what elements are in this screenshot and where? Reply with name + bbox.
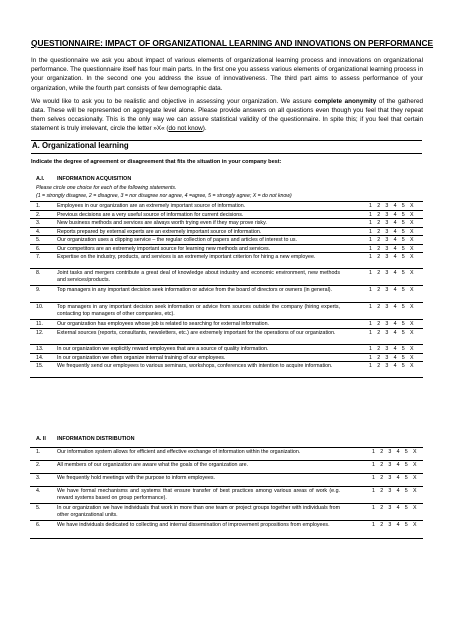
rating-option-1[interactable]: 1 (372, 449, 376, 455)
rating-option-x[interactable]: X (409, 321, 415, 327)
rating-option-2[interactable]: 2 (380, 475, 384, 481)
rating-option-3[interactable]: 3 (385, 363, 389, 369)
rating-option-2[interactable]: 2 (377, 355, 381, 361)
rating-option-x[interactable]: X (409, 220, 415, 226)
rating-option-4[interactable]: 4 (393, 203, 398, 209)
row-divider (30, 447, 423, 448)
rating-option-5[interactable]: 5 (401, 212, 406, 218)
row-divider (30, 285, 423, 286)
rating-option-3[interactable]: 3 (385, 355, 389, 361)
row-divider (30, 520, 423, 521)
rating-scale (372, 522, 421, 528)
rating-option-4[interactable]: 4 (393, 254, 398, 260)
rating-option-5[interactable]: 5 (401, 346, 406, 352)
rating-option-1[interactable]: 1 (372, 475, 376, 481)
rating-option-3[interactable]: 3 (385, 304, 389, 310)
rating-option-1[interactable]: 1 (369, 330, 373, 336)
table-bottom-line (30, 538, 423, 539)
rating-option-5[interactable]: 5 (401, 254, 406, 260)
item-statement: In our organization we often organize internal training of our employees. (57, 355, 226, 361)
rating-option-5[interactable]: 5 (401, 355, 406, 361)
rating-option-5[interactable]: 5 (404, 505, 409, 511)
rating-option-1[interactable]: 1 (369, 203, 373, 209)
rating-option-4[interactable]: 4 (396, 488, 401, 494)
rating-option-5[interactable]: 5 (404, 488, 409, 494)
rating-option-4[interactable]: 4 (393, 220, 398, 226)
rating-option-4[interactable]: 4 (393, 330, 398, 336)
row-divider (30, 210, 423, 211)
intro-paragraph-2 (31, 97, 423, 134)
rating-option-1[interactable]: 1 (369, 220, 373, 226)
rating-option-x[interactable]: X (409, 287, 415, 293)
rating-scale (369, 270, 418, 276)
item-number: 11. (36, 321, 43, 327)
rating-option-5[interactable]: 5 (404, 462, 409, 468)
row-divider (30, 235, 423, 236)
rating-option-3[interactable]: 3 (388, 488, 392, 494)
rating-option-1[interactable]: 1 (369, 212, 373, 218)
rating-scale (369, 346, 418, 352)
rating-scale (372, 462, 421, 468)
item-number: 6. (36, 246, 41, 252)
item-number: 5. (36, 237, 41, 243)
rating-option-x[interactable]: X (409, 346, 415, 352)
rating-option-4[interactable]: 4 (396, 522, 401, 528)
rating-option-1[interactable]: 1 (372, 488, 376, 494)
rating-option-4[interactable]: 4 (393, 346, 398, 352)
item-number: 13. (36, 346, 44, 352)
subsection-title-2: INFORMATION DISTRIBUTION (57, 436, 135, 442)
item-number: 10. (36, 304, 44, 310)
row-divider (30, 227, 423, 228)
rating-option-3[interactable]: 3 (385, 287, 389, 293)
rating-option-4[interactable]: 4 (393, 355, 398, 361)
item-statement: We frequently hold meetings with the purpose to inform employees. (57, 475, 216, 481)
item-statement: In our organization we explicitly reward employees that are a source of quality information. (57, 346, 269, 352)
subsection-code-1: A.I. (36, 176, 45, 182)
rating-option-3[interactable]: 3 (388, 475, 392, 481)
rating-option-x[interactable]: X (409, 212, 415, 218)
item-statement: All members of our organization are aware what the goals of the organization are. (57, 462, 249, 468)
rating-option-2[interactable]: 2 (377, 346, 381, 352)
rating-option-4[interactable]: 4 (393, 287, 398, 293)
intro-p2-part-a: We would like to ask you to be realistic and objective in assessing your organization. We assure (31, 97, 315, 105)
rating-option-x[interactable]: X (412, 449, 418, 455)
rating-option-5[interactable]: 5 (401, 321, 406, 327)
intro-p2-part-c: ). (202, 125, 207, 133)
rating-scale (369, 220, 418, 226)
rating-option-4[interactable]: 4 (393, 246, 398, 252)
rating-option-3[interactable]: 3 (385, 246, 389, 252)
rating-scale (369, 203, 418, 209)
intro-paragraph-1: In the questionnaire we ask you about impact of various elements of organizational learning process and innovations on organizational performance. The questionnaire itself has four main parts. In the first one you assess various elements of organizational learning process in your organization. In the second one you address the issue of innovativeness. The third part aims to assess performance of your organization, while the fourth part consists of few demographic data. (31, 57, 423, 92)
rating-option-3[interactable]: 3 (385, 346, 389, 352)
rating-scale (369, 363, 418, 369)
rating-option-1[interactable]: 1 (369, 321, 373, 327)
rating-option-1[interactable]: 1 (372, 505, 376, 511)
row-divider (30, 503, 423, 504)
rating-option-5[interactable]: 5 (401, 220, 406, 226)
item-number: 1. (36, 449, 41, 455)
rating-option-x[interactable]: X (412, 505, 418, 511)
rating-option-x[interactable]: X (409, 270, 415, 276)
rating-option-5[interactable]: 5 (401, 363, 406, 369)
item-statement: Top managers in any important decision seek information or advice from the board of directors or owners (in general). (57, 287, 332, 293)
rating-option-1[interactable]: 1 (369, 254, 373, 260)
rating-option-x[interactable]: X (409, 246, 415, 252)
item-number: 4. (36, 229, 41, 235)
item-number: 14. (36, 355, 44, 361)
rating-option-5[interactable]: 5 (401, 270, 406, 276)
rating-option-5[interactable]: 5 (401, 330, 406, 336)
row-divider (30, 473, 423, 474)
item-number: 12. (36, 330, 44, 336)
rating-option-5[interactable]: 5 (404, 522, 409, 528)
rating-option-3[interactable]: 3 (385, 254, 389, 260)
rating-option-5[interactable]: 5 (404, 449, 409, 455)
item-statement: External sources (reports, consultants, newsletters, etc.) are extremely important for the operations of our organization. (57, 330, 336, 336)
item-statement: Reports prepared by external experts are an extremely important source of information. (57, 229, 262, 235)
row-divider (30, 328, 423, 329)
rating-option-4[interactable]: 4 (393, 363, 398, 369)
rating-option-3[interactable]: 3 (385, 237, 389, 243)
rating-option-1[interactable]: 1 (369, 237, 373, 243)
rating-option-2[interactable]: 2 (380, 449, 384, 455)
row-divider (30, 268, 423, 269)
rating-option-5[interactable]: 5 (401, 229, 406, 235)
intro-p2-bold: complete anonymity (314, 97, 377, 105)
rating-scale (372, 505, 421, 511)
rating-option-2[interactable]: 2 (380, 522, 384, 528)
rating-option-3[interactable]: 3 (385, 212, 389, 218)
rating-option-1[interactable]: 1 (369, 346, 373, 352)
rating-option-1[interactable]: 1 (369, 229, 373, 235)
rating-option-3[interactable]: 3 (388, 505, 392, 511)
rating-option-5[interactable]: 5 (401, 203, 406, 209)
row-divider (30, 361, 423, 362)
row-divider (30, 218, 423, 219)
rating-option-2[interactable]: 2 (380, 505, 384, 511)
item-number: 4. (36, 488, 41, 494)
item-statement: We have formal mechanisms and systems that ensure transfer of best practices among various areas of work (e.g. reward systems based on group performance). (57, 488, 340, 501)
row-divider (30, 486, 423, 487)
rating-option-4[interactable]: 4 (396, 505, 401, 511)
rating-option-x[interactable]: X (409, 355, 415, 361)
rating-option-1[interactable]: 1 (369, 270, 373, 276)
rating-option-4[interactable]: 4 (393, 229, 398, 235)
subsection-code-2: A. II (36, 436, 46, 442)
rating-option-x[interactable]: X (409, 237, 415, 243)
rating-scale (372, 449, 421, 455)
rating-scale (372, 488, 421, 494)
rating-option-4[interactable]: 4 (393, 270, 398, 276)
rating-option-x[interactable]: X (412, 488, 418, 494)
item-number: 3. (36, 475, 41, 481)
rating-option-2[interactable]: 2 (377, 220, 381, 226)
rating-option-1[interactable]: 1 (369, 363, 373, 369)
rating-option-4[interactable]: 4 (393, 212, 398, 218)
rating-option-1[interactable]: 1 (372, 462, 376, 468)
rating-option-3[interactable]: 3 (385, 321, 389, 327)
item-number: 2. (36, 212, 41, 218)
rating-option-2[interactable]: 2 (377, 229, 381, 235)
item-statement: Previous decisions are a very useful source of information for current decisions. (57, 212, 244, 218)
rating-option-4[interactable]: 4 (393, 237, 398, 243)
row-divider (30, 244, 423, 245)
rating-scale (369, 321, 418, 327)
item-number: 15. (36, 363, 44, 369)
rating-option-3[interactable]: 3 (388, 462, 392, 468)
rating-scale (372, 475, 421, 481)
intro-p2-part-b: of the gathered data. These will be represented on aggregate level alone. Please provide answers on all questions even though you feel that they repeat them selves occasionally. This is the only way we can assure statistical validity of the questionnaire. In spite this; if you feel that certain statement is truly irrelevant, circle the letter »X« ( (31, 97, 424, 133)
section-title-a: A. Organizational learning (32, 141, 129, 150)
item-statement: New business methods and services are always worth trying even if they may prove risky. (57, 220, 267, 226)
rating-option-4[interactable]: 4 (396, 475, 401, 481)
rating-option-2[interactable]: 2 (377, 212, 381, 218)
rating-option-1[interactable]: 1 (369, 304, 373, 310)
rating-option-2[interactable]: 2 (380, 488, 384, 494)
row-divider (30, 319, 423, 320)
rating-scale (369, 304, 418, 310)
rating-option-2[interactable]: 2 (377, 254, 381, 260)
rating-option-2[interactable]: 2 (377, 203, 381, 209)
item-statement: We have individuals dedicated to collecting and internal dissemination of improvement propositions from employees. (57, 522, 330, 528)
item-statement: Our organization has employees whose job is related to searching for external information. (57, 321, 269, 327)
row-divider (30, 353, 423, 354)
row-divider (30, 302, 423, 303)
rating-option-3[interactable]: 3 (388, 522, 392, 528)
rating-option-1[interactable]: 1 (372, 522, 376, 528)
row-divider (30, 201, 423, 202)
rating-option-4[interactable]: 4 (393, 321, 398, 327)
rating-option-3[interactable]: 3 (385, 220, 389, 226)
rating-scale (369, 237, 418, 243)
rating-option-4[interactable]: 4 (396, 462, 401, 468)
table-bottom-line (30, 377, 423, 378)
rating-option-2[interactable]: 2 (377, 363, 381, 369)
item-number: 3. (36, 220, 41, 226)
rating-option-2[interactable]: 2 (377, 321, 381, 327)
rating-option-x[interactable]: X (409, 254, 415, 260)
rating-option-2[interactable]: 2 (377, 330, 381, 336)
rating-option-5[interactable]: 5 (401, 304, 406, 310)
row-divider (30, 460, 423, 461)
item-number: 7. (36, 254, 41, 260)
page-title: QUESTIONNAIRE: IMPACT OF ORGANIZATIONAL LEARNING AND INNOVATIONS ON PERFORMANCE (31, 38, 434, 48)
rating-option-5[interactable]: 5 (404, 475, 409, 481)
item-statement: Our organization uses a clipping service – the regular collection of papers and articles of interest to us. (57, 237, 297, 243)
rating-option-x[interactable]: X (412, 522, 418, 528)
rating-scale (369, 287, 418, 293)
item-number: 8. (36, 270, 41, 276)
item-number: 9. (36, 287, 41, 293)
rating-option-2[interactable]: 2 (380, 462, 384, 468)
rating-option-1[interactable]: 1 (369, 287, 373, 293)
row-divider (30, 344, 423, 345)
subsection-title-1: INFORMATION ACQUISITION (57, 176, 132, 182)
intro-p2-underlined: do not know (168, 125, 203, 133)
rating-option-3[interactable]: 3 (388, 449, 392, 455)
rating-option-3[interactable]: 3 (385, 330, 389, 336)
rating-option-5[interactable]: 5 (401, 237, 406, 243)
instruction-text: Indicate the degree of agreement or disagreement that fits the situation in your company best: (31, 159, 282, 165)
item-number: 5. (36, 505, 41, 511)
rating-scale (369, 254, 418, 260)
rating-scale (369, 330, 418, 336)
item-statement: Our information system allows for efficient and effective exchange of information within the organization. (57, 449, 301, 455)
rating-option-x[interactable]: X (409, 203, 415, 209)
rating-option-3[interactable]: 3 (385, 203, 389, 209)
rating-option-1[interactable]: 1 (369, 246, 373, 252)
subsection-scale-legend: (1 = strongly disagree, 2 = disagree, 3 = nor disagree nor agree, 4 =agree, 5 = strongly agree; X = do not know) (36, 193, 292, 199)
rating-option-x[interactable]: X (412, 462, 418, 468)
rating-option-x[interactable]: X (409, 363, 415, 369)
item-statement: Expertise on the industry, products, and services is an extremely important criterion for hiring a new employee. (57, 254, 316, 260)
rating-option-2[interactable]: 2 (377, 304, 381, 310)
item-statement: Employees in our organization are an extremely important source of information. (57, 203, 246, 209)
subsection-note-1: Please circle one choice for each of the following statements. (36, 185, 177, 191)
rating-option-4[interactable]: 4 (393, 304, 398, 310)
item-number: 6. (36, 522, 41, 528)
item-statement: Our competitors are an extremely important source for learning new methods and services. (57, 246, 271, 252)
rating-option-2[interactable]: 2 (377, 246, 381, 252)
rating-option-5[interactable]: 5 (401, 287, 406, 293)
item-statement: Top managers in any important decision seek information or advice from sources outside the company (hiring experts, contacting top managers of other companies, etc). (57, 304, 340, 317)
intro-text (31, 56, 423, 138)
rating-option-x[interactable]: X (409, 229, 415, 235)
item-statement: In our organization we have individuals that work in more than one team or project groups together with individuals from other organizational units. (57, 505, 340, 518)
rating-option-3[interactable]: 3 (385, 229, 389, 235)
item-number: 2. (36, 462, 41, 468)
rating-option-2[interactable]: 2 (377, 270, 381, 276)
item-number: 1. (36, 203, 41, 209)
rating-option-1[interactable]: 1 (369, 355, 373, 361)
rating-option-4[interactable]: 4 (396, 449, 401, 455)
rating-option-3[interactable]: 3 (385, 270, 389, 276)
rating-option-x[interactable]: X (409, 330, 415, 336)
rating-option-x[interactable]: X (409, 304, 415, 310)
item-statement: We frequently send our employees to various seminars, workshops, conferences with intention to acquire information. (57, 363, 333, 369)
item-statement: Joint tasks and mergers contribute a great deal of knowledge about industry and economic environment, new methods and services/products. (57, 270, 340, 283)
rating-option-2[interactable]: 2 (377, 287, 381, 293)
rating-option-5[interactable]: 5 (401, 246, 406, 252)
rating-option-2[interactable]: 2 (377, 237, 381, 243)
rating-option-x[interactable]: X (412, 475, 418, 481)
row-divider (30, 252, 423, 253)
